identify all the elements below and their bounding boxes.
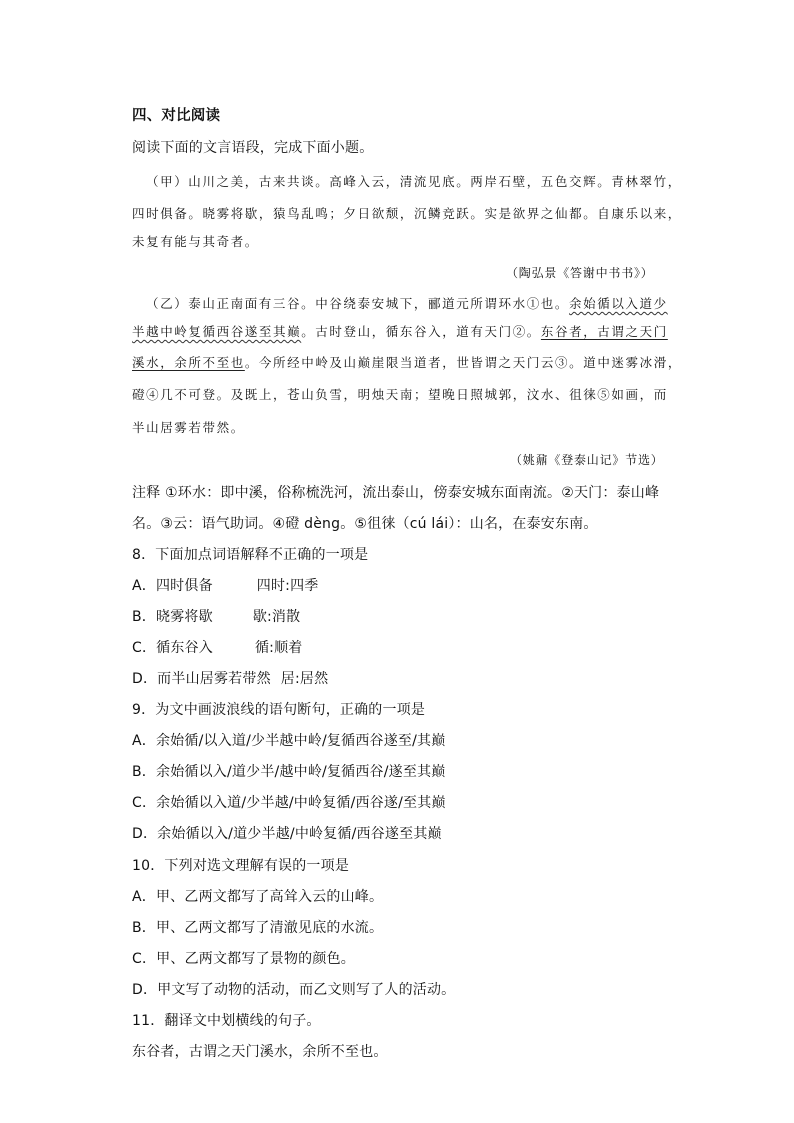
option: [132, 638, 303, 658]
option: B．甲、乙两文都写了清澈见底的水流。: [132, 920, 384, 936]
passage-b-text: （乙）泰山正南面有三谷。中谷绕泰安城下，郦道元所谓环水①也。: [146, 296, 570, 311]
option: [132, 576, 319, 596]
straight-underlined-text: 东谷者，古谓之天门: [540, 324, 668, 339]
option: D．余始循以入/道少半越/中岭复循/西谷遂至其巅: [132, 826, 442, 842]
notes-line: 名。③云：语气助词。④磴 dèng。⑤徂徕（cú lái）：山名，在泰安东南。: [132, 516, 598, 532]
passage-b-line: [132, 322, 668, 342]
question-stem: 10．下列对选文理解有误的一项是: [132, 858, 350, 874]
notes-line: 注释 ①环水：即中溪，俗称梳洗河，流出泰山，傍泰安城东面南流。②天门：泰山峰: [132, 485, 660, 501]
passage-b-line: [132, 353, 682, 373]
straight-underlined-text: 溪水，余所不至也: [132, 355, 245, 370]
question-stem: 9．为文中画波浪线的语句断句，正确的一项是: [132, 702, 426, 718]
option-text: C．循东谷入: [132, 640, 213, 656]
passage-b-line: 磴④几不可登。及既上，苍山负雪，明烛天南；望晚日照城郭，汶水、徂徕⑤如画，而: [132, 387, 668, 402]
passage-b-line: [146, 294, 668, 314]
option: B．余始循以入/道少半/越中岭/复循西谷/遂至其巅: [132, 764, 446, 780]
passage-b-line: 半山居雾若带然。: [132, 420, 245, 435]
option-gloss: 四时:四季: [256, 578, 319, 594]
wavy-underlined-text: 余始循以入道少: [569, 296, 668, 311]
option: A．甲、乙两文都写了高耸入云的山峰。: [132, 889, 384, 905]
option-gloss: 歇:消散: [252, 609, 301, 625]
passage-a-line: （甲）山川之美，古来共谈。高峰入云，清流见底。两岸石壁，五色交辉。青林翠竹，: [146, 174, 682, 189]
option-text: B．晓雾将歇: [132, 609, 213, 625]
option-text: A．四时俱备: [132, 578, 213, 594]
question-stem: 8．下面加点词语解释不正确的一项是: [132, 547, 369, 563]
instruction: 阅读下面的文言语段，完成下面小题。: [132, 140, 374, 156]
option-gloss: 居:居然: [280, 671, 329, 687]
passage-b-text: 。古时登山，循东谷入，道有天门②。: [301, 324, 541, 339]
wavy-underlined-text: 半越中岭复循西谷遂至其巅: [132, 324, 302, 339]
passage-b-text: 。今所经中岭及山巅崖限当道者，世皆谓之天门云③。道中迷雾冰滑，: [244, 355, 682, 370]
translation-sentence: 东谷者，古谓之天门溪水，余所不至也。: [132, 1044, 388, 1060]
option: [132, 669, 328, 689]
option: A．余始循/以入道/少半越中岭/复循西谷遂至/其巅: [132, 733, 446, 749]
passage-a-line: 未复有能与其奇者。: [132, 234, 259, 249]
option: D．甲文写了动物的活动，而乙文则写了人的活动。: [132, 982, 456, 998]
passage-a-line: 四时俱备。晓雾将歇，猿鸟乱鸣；夕日欲颓，沉鳞竞跃。实是欲界之仙都。自康乐以来，: [132, 206, 682, 221]
option-text: D．而半山居雾若带然: [132, 671, 271, 687]
option-gloss: 循:顺着: [254, 640, 303, 656]
option: C．甲、乙两文都写了景物的颜色。: [132, 951, 355, 967]
option: C．余始循以入道/少半越/中岭复循/西谷遂/至其巅: [132, 795, 446, 811]
passage-a-source: （陶弘景《答谢中书书》）: [506, 266, 654, 280]
question-stem: 11．翻译文中划横线的句子。: [132, 1013, 321, 1029]
option: [132, 607, 300, 627]
passage-b-source: （姚鼐《登泰山记》节选）: [510, 453, 664, 467]
section-title: 四、对比阅读: [132, 108, 221, 124]
